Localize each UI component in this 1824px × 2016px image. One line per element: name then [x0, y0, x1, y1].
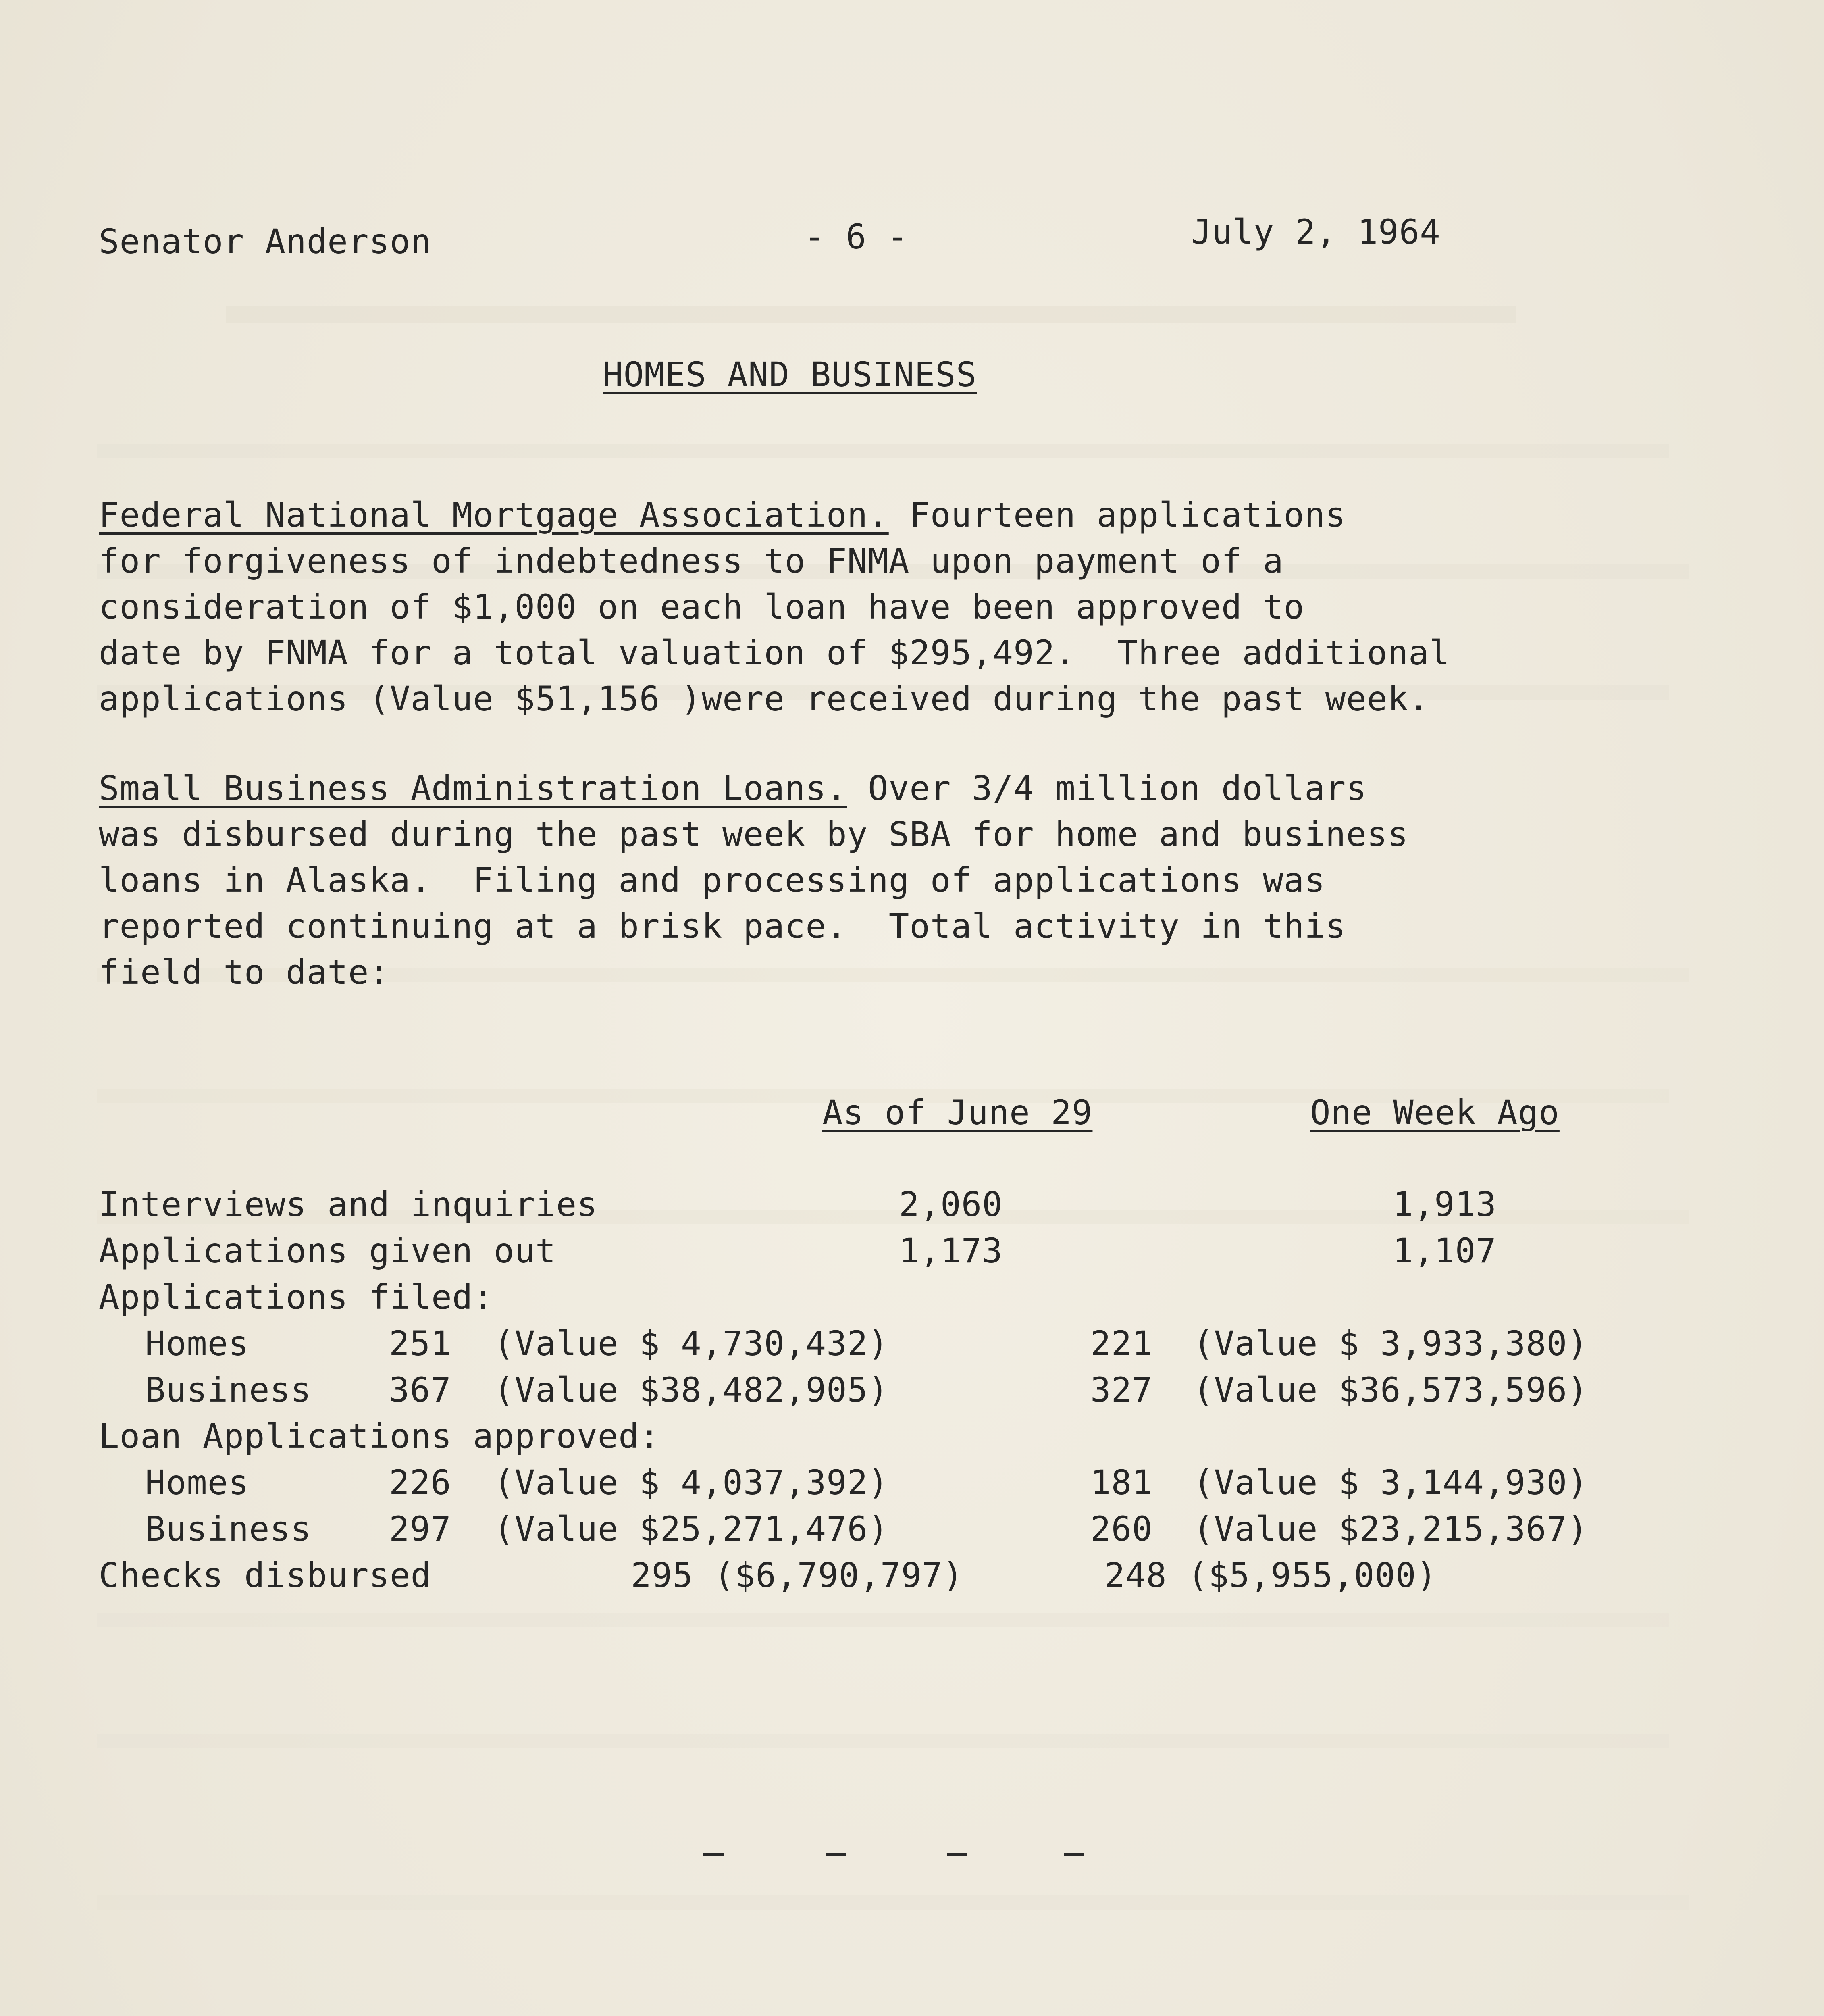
- fnma-line-1-rest: Fourteen applications: [888, 495, 1346, 535]
- row-prior-count: 327: [1090, 1370, 1153, 1410]
- row-label: Interviews and inquiries: [99, 1185, 598, 1224]
- sba-line-1: [99, 765, 1671, 811]
- fnma-line-2: for forgiveness of indebtedness to FNMA upon payment of a: [99, 541, 1284, 581]
- row-label: Checks disbursed: [99, 1556, 432, 1595]
- sba-line-1-rest: Over 3/4 million dollars: [847, 768, 1367, 808]
- row-prior-value: (Value $ 3,933,380): [1193, 1324, 1588, 1363]
- sba-heading: Small Business Administration Loans.: [99, 768, 847, 808]
- row-current-value: (Value $25,271,476): [494, 1509, 889, 1549]
- row-prior: 248 ($5,955,000): [1104, 1556, 1437, 1595]
- row-prior-count: 181: [1090, 1463, 1153, 1502]
- row-label: Homes: [145, 1324, 249, 1363]
- group-label: Loan Applications approved:: [99, 1416, 660, 1456]
- row-current-value: (Value $38,482,905): [494, 1370, 889, 1410]
- row-label: Business: [145, 1509, 312, 1549]
- row-prior-value: (Value $ 3,144,930): [1193, 1463, 1588, 1502]
- end-dash: [826, 1853, 846, 1856]
- row-current: 2,060: [899, 1185, 1003, 1224]
- fnma-line-4: date by FNMA for a total valuation of $295,492. Three additional: [99, 633, 1450, 673]
- fnma-line-3: consideration of $1,000 on each loan have been approved to: [99, 587, 1305, 627]
- end-dash: [947, 1853, 967, 1856]
- row-current-count: 297: [389, 1509, 451, 1549]
- row-current-count: 251: [389, 1324, 451, 1363]
- group-label: Applications filed:: [99, 1277, 494, 1317]
- header-recipient: Senator Anderson: [99, 222, 432, 261]
- row-prior-value: (Value $36,573,596): [1193, 1370, 1588, 1410]
- row-current-count: 226: [389, 1463, 451, 1502]
- row-current-count: 367: [389, 1370, 451, 1410]
- fnma-paragraph: [99, 492, 1671, 722]
- header-date: July 2, 1964: [1191, 212, 1441, 252]
- row-current-value: (Value $ 4,037,392): [494, 1463, 889, 1502]
- sba-paragraph: [99, 765, 1671, 995]
- row-prior: 1,913: [1393, 1185, 1497, 1224]
- row-label: Business: [145, 1370, 312, 1410]
- sba-line-2: was disbursed during the past week by SBA for home and business: [99, 814, 1409, 854]
- column-header-current: As of June 29: [822, 1093, 1093, 1132]
- end-dash: [1064, 1853, 1084, 1856]
- row-prior: 1,107: [1393, 1231, 1497, 1270]
- row-current: 1,173: [899, 1231, 1003, 1270]
- page-number: - 6 -: [804, 217, 908, 256]
- row-prior-count: 260: [1090, 1509, 1153, 1549]
- column-header-prior: One Week Ago: [1310, 1093, 1560, 1132]
- row-label: Applications given out: [99, 1231, 556, 1270]
- sba-line-5: field to date:: [99, 952, 390, 992]
- row-prior-count: 221: [1090, 1324, 1153, 1363]
- end-dash: [703, 1853, 724, 1856]
- section-title: HOMES AND BUSINESS: [603, 355, 977, 394]
- row-prior-value: (Value $23,215,367): [1193, 1509, 1588, 1549]
- row-current: 295 ($6,790,797): [631, 1556, 964, 1595]
- fnma-heading: Federal National Mortgage Association.: [99, 495, 889, 535]
- fnma-line-1: [99, 492, 1671, 538]
- row-current-value: (Value $ 4,730,432): [494, 1324, 889, 1363]
- sba-line-3: loans in Alaska. Filing and processing of applications was: [99, 860, 1325, 900]
- row-label: Homes: [145, 1463, 249, 1502]
- sba-line-4: reported continuing at a brisk pace. Total activity in this: [99, 906, 1346, 946]
- fnma-line-5: applications (Value $51,156 )were received during the past week.: [99, 679, 1429, 719]
